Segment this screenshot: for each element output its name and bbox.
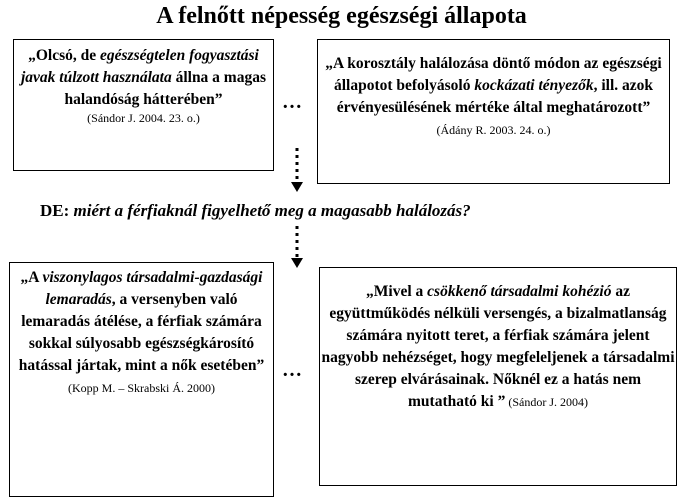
quote-emphasis: csökkenő társadalmi kohézió [427,283,612,300]
citation: (Ádány R. 2003. 24. o.) [436,123,551,137]
quote-text [320,281,676,413]
question-text: miért a férfiaknál figyelhető meg a magasabb halálozás? [73,201,471,220]
page-title: A felnőtt népesség egészségi állapota [156,3,527,29]
quote-box-sandor-2004 [13,39,274,171]
quote-emphasis: kockázati tényezők [474,77,594,94]
quote-box-adany-2003 [317,39,670,184]
quote-text [14,45,273,111]
quote-open: „Mivel a [366,283,428,300]
quote-close: ” [642,99,651,116]
connector-dots-top: … [282,91,303,113]
citation: (Sándor J. 2004. 23. o.) [87,111,200,125]
quote-emphasis: viszonylagos társadalmi-gazdasági lemaradás [42,269,263,308]
quote-box-sandor-2004-b [319,267,677,486]
quote-box-kopp-skrabski-2000 [9,262,274,497]
quote-text [10,267,273,399]
quote-open: „A [20,269,43,286]
citation: (Kopp M. – Skrabski Á. 2000) [68,381,215,395]
quote-open: „Olcsó, de [28,47,101,64]
down-arrow-top [290,146,304,194]
connector-dots-bottom: … [282,359,303,381]
quote-tail: , a versenyben való lemaradás átélése, a férfiak számára sokkal súlyosabb egészségkárosító hatással jártak, mint a nők esetében” [18,291,265,374]
central-question [40,200,680,222]
quote-tail: az együttműködés nélküli versengés, a bizalmatlanság számára nyitott teret, a férfiak számára jelent nagyobb nehézséget, hogy megfeleljenek a társadalmi szerep elvárásainak. Nőknél ez a hatás nem mutatható ki ” [321,283,675,410]
citation: (Sándor J. 2004) [505,395,588,409]
quote-tail: állna a magas halandóság hátterében” [64,69,267,108]
quote-tail: , ill. azok érvényesülésének mértéke által meghatározott [336,77,654,116]
quote-head: „A korosztály halálozása döntő módon az egészségi állapotot befolyásoló [325,55,662,94]
quote-emphasis: egészségtelen fogyasztási javak túlzott használata [20,47,259,86]
quote-text [318,53,669,141]
down-arrow-bottom [290,224,304,270]
question-label: DE: [40,201,70,220]
